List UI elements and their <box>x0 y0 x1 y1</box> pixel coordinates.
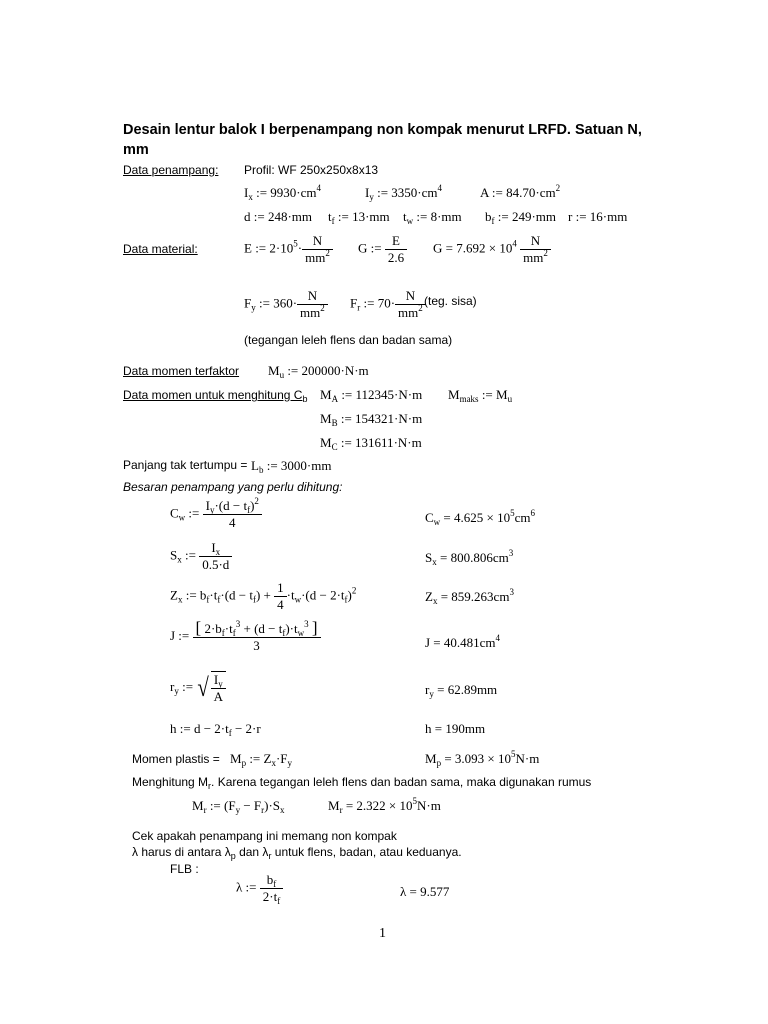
profil-text: Profil: WF 250x250x8x13 <box>244 163 379 177</box>
label-flb: FLB : <box>170 862 199 876</box>
eq-g-result: $G = 7.692 \times 10^4$ $\frac{N}{mm^2}$ <box>433 233 551 266</box>
eq-j-def: J := $\frac{[ 2\cdot b_f\cdot t_f^3 + (d - t_f)\cdot t_w^3 ]}{3}$ <box>170 620 321 654</box>
eq-sx-def: $S_x$ := $\frac{I_x}{0.5\cdot d}$ <box>170 540 232 573</box>
teg-sisa-note: (teg. sisa) <box>424 294 477 308</box>
eq-mmaks: $M_{maks}$ := $M_u$ <box>448 387 513 404</box>
eq-mp-def: $M_p$ := $Z_x\cdot F_y$ <box>230 751 293 768</box>
label-momen-cb: Data momen untuk menghitung $C_b$ <box>123 388 308 404</box>
eq-fy: $F_y$ := 360· $\frac{N}{mm^2}$ <box>244 288 328 321</box>
eq-mp-result: $M_p = 3.093 \times 10^5N\cdot m$ <box>425 749 540 768</box>
eq-lambda-def: λ := $\frac{b_f}{2\cdot t_f}$ <box>236 872 283 905</box>
eq-mr-def: $M_r$ := $(F_y - F_r)\cdot S_x$ <box>192 798 285 815</box>
eq-r: r := 16·mm <box>568 209 628 224</box>
label-lambda-range: λ harus di antara $\lambda_p$ dan $\lambda_r$ untuk flens, badan, atau keduanya. <box>132 845 462 861</box>
eq-h-def: h := $d - 2\cdot t_f - 2\cdot r$ <box>170 721 261 738</box>
eq-zx-def: $Z_x$ := $b_f\cdot t_f\cdot(d - t_f)$ + $\frac{1}{4}$ $\cdot t_w\cdot(d - 2\cdot t_f)^2$ <box>170 580 357 612</box>
eq-area: A := $84.70\cdot cm^2$ <box>480 183 561 200</box>
label-data-penampang: Data penampang: <box>123 163 219 177</box>
eq-ix: $I_x$ := $9930\cdot cm^4$ <box>244 183 322 202</box>
page-number: 1 <box>379 926 386 941</box>
eq-mc: $M_C$ := 131611·N·m <box>320 435 422 452</box>
eq-bf: $b_f$ := 249·mm <box>485 209 557 226</box>
eq-iy: $I_y$ := $3350\cdot cm^4$ <box>365 183 443 202</box>
eq-sx-result: $S_x = 800.806cm^3$ <box>425 548 514 567</box>
tegangan-note: (tegangan leleh flens dan badan sama) <box>244 333 453 347</box>
label-panjang: Panjang tak tertumpu = <box>123 458 248 472</box>
eq-j-result: $J = 40.481cm^4$ <box>425 633 501 650</box>
label-menghitung-mr: Menghitung $M_r$. Karena tegangan leleh flens dan badan sama, maka digunakan rumus <box>132 775 592 791</box>
eq-lb: $L_b$ := 3000·mm <box>251 458 332 475</box>
label-besaran: Besaran penampang yang perlu dihitung: <box>123 480 343 494</box>
eq-tf: $t_f$ := 13·mm <box>328 209 390 226</box>
eq-lambda-result: λ = 9.577 <box>400 884 450 899</box>
eq-fr: $F_r$ := 70· $\frac{N}{mm^2}$ <box>350 288 426 321</box>
eq-mr-result: $M_r = 2.322 \times 10^5N\cdot m$ <box>328 796 441 815</box>
label-data-material: Data material: <box>123 242 198 256</box>
eq-mb: $M_B$ := 154321·N·m <box>320 411 423 428</box>
eq-tw: $t_w$ := 8·mm <box>403 209 462 226</box>
label-momen-terfaktor: Data momen terfaktor <box>123 364 240 378</box>
eq-cw-result: $C_w = 4.625 \times 10^5cm^6$ <box>425 508 535 527</box>
eq-g-def: G := $\frac{E}{2.6}$ <box>358 233 407 266</box>
eq-mu: $M_u$ := 200000·N·m <box>268 363 369 380</box>
eq-e: E := $2\cdot 10^5\cdot$ $\frac{N}{mm^2}$ <box>244 233 333 266</box>
label-cek: Cek apakah penampang ini memang non kompak <box>132 829 397 843</box>
eq-ma: $M_A$ := 112345·N·m <box>320 387 423 404</box>
eq-ry-result: $r_y = 62.89mm$ <box>425 682 498 699</box>
eq-ry-def: $r_y$ := √ $\frac{I_y}{A}$ <box>170 671 226 705</box>
label-momen-plastis: Momen plastis = <box>132 752 220 766</box>
eq-d: d := 248·mm <box>244 209 313 224</box>
eq-cw-def: $C_w$ := $\frac{I_y\cdot(d - t_f)^2}{4}$ <box>170 498 262 531</box>
eq-zx-result: $Z_x = 859.263cm^3$ <box>425 587 514 606</box>
page-title: Desain lentur balok I berpenampang non kompak menurut LRFD. Satuan N, mm <box>123 122 642 158</box>
eq-h-result: h = 190mm <box>425 721 486 736</box>
